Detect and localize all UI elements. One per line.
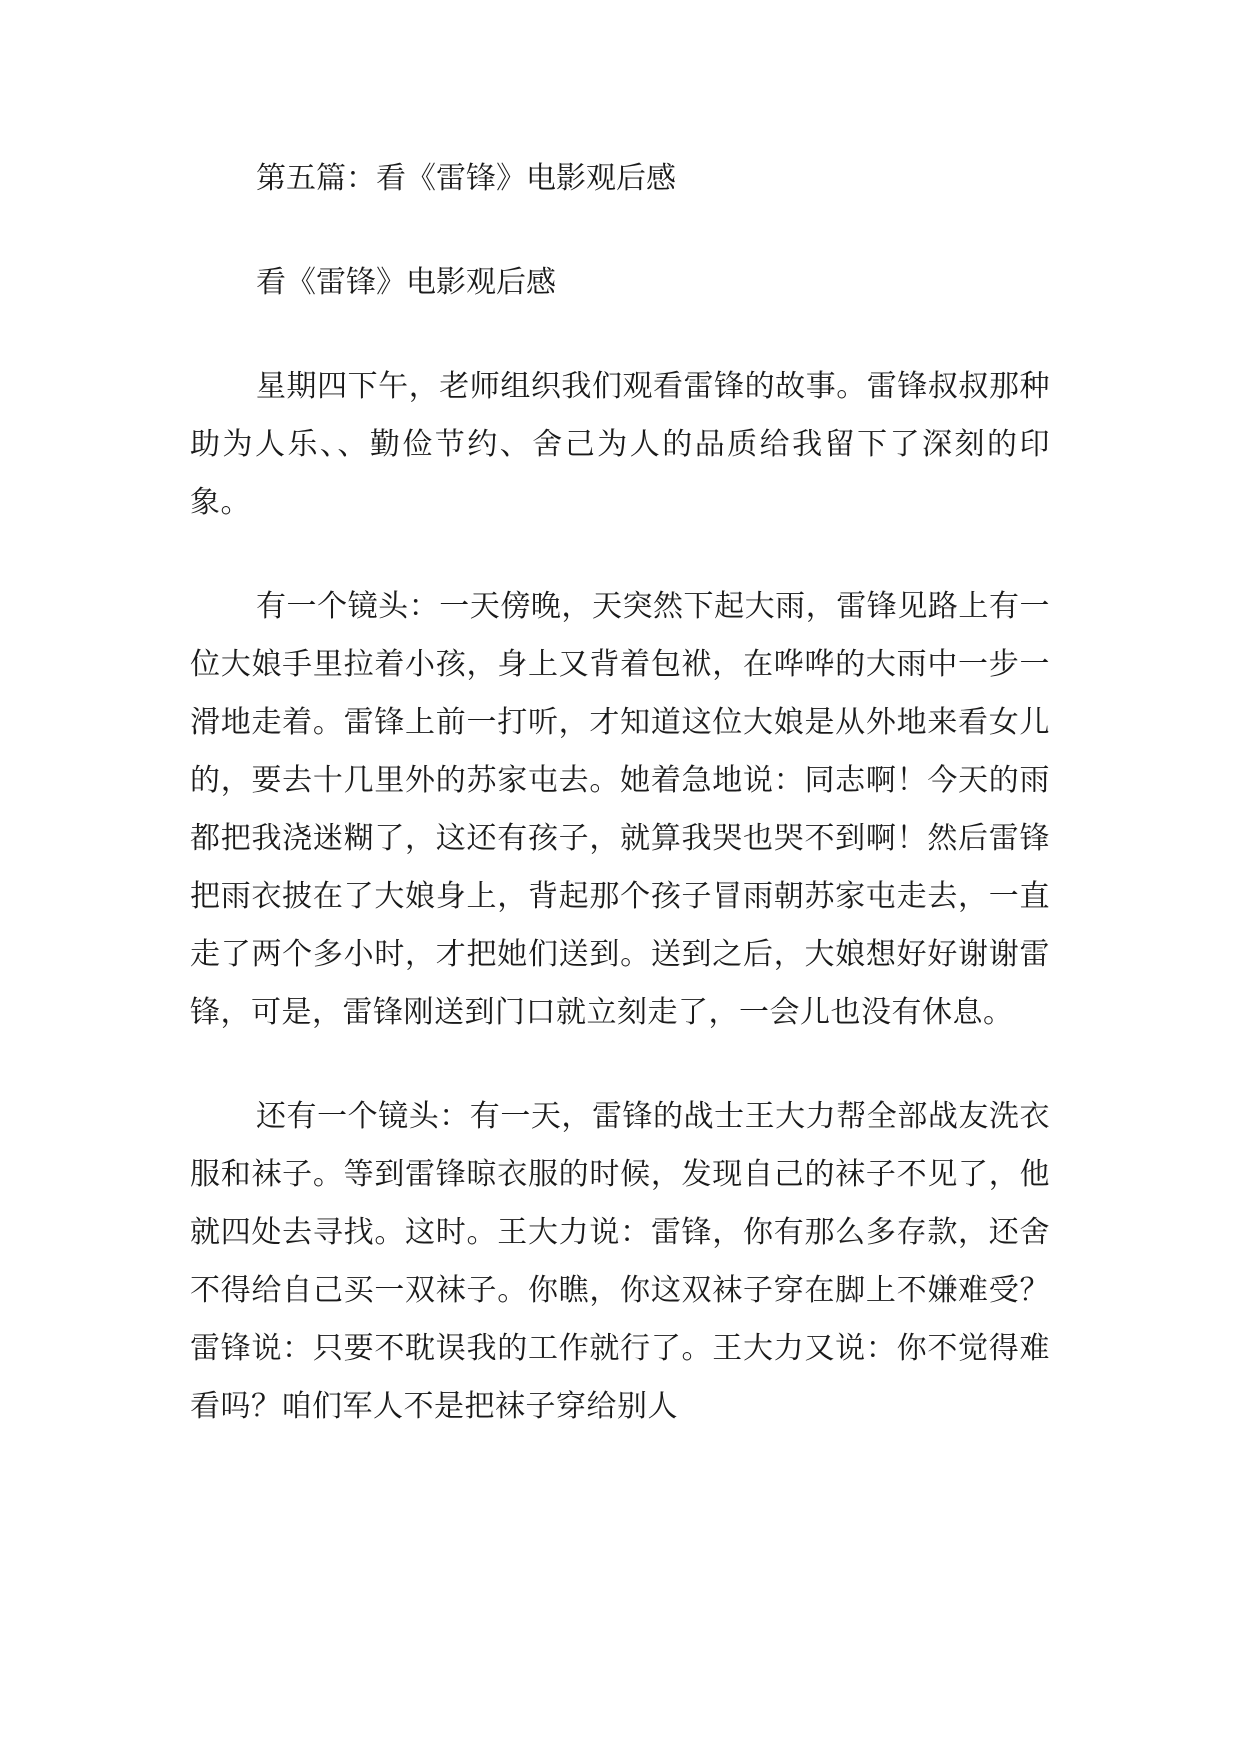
chapter-title: 第五篇：看《雷锋》电影观后感 (256, 161, 676, 196)
paragraph-rain-scene: 有一个镜头：一天傍晚，天突然下起大雨，雷锋见路上有一位大娘手里拉着小孩，身上又背着包袱，在哗哗的大雨中一步一滑地走着。雷锋上前一打听，才知道这位大娘是从外地来看女儿的，要去十几里外的苏家屯去。她着急地说：同志啊！今天的雨都把我浇迷糊了，这还有孩子，就算我哭也哭不到啊！然后雷锋把雨衣披在了大娘身上，背起那个孩子冒雨朝苏家屯走去，一直走了两个多小时，才把她们送到。送到之后，大娘想好好谢谢雷锋，可是，雷锋刚送到门口就立刻走了，一会儿也没有休息。 (190, 589, 1050, 1030)
paragraph-socks-scene: 还有一个镜头：有一天，雷锋的战士王大力帮全部战友洗衣服和袜子。等到雷锋晾衣服的时候，发现自己的袜子不见了，他就四处去寻找。这时。王大力说：雷锋，你有那么多存款，还舍不得给自己买一双袜子。你瞧，你这双袜子穿在脚上不嫌难受？雷锋说：只要不耽误我的工作就行了。王大力又说：你不觉得难看吗？咱们军人不是把袜子穿给别人 (190, 1099, 1050, 1424)
article-title: 看《雷锋》电影观后感 (256, 265, 556, 300)
paragraph-intro: 星期四下午，老师组织我们观看雷锋的故事。雷锋叔叔那种助为人乐、、勤俭节约、舍己为人的品质给我留下了深刻的印象。 (190, 369, 1050, 520)
document-body (190, 150, 1050, 1436)
